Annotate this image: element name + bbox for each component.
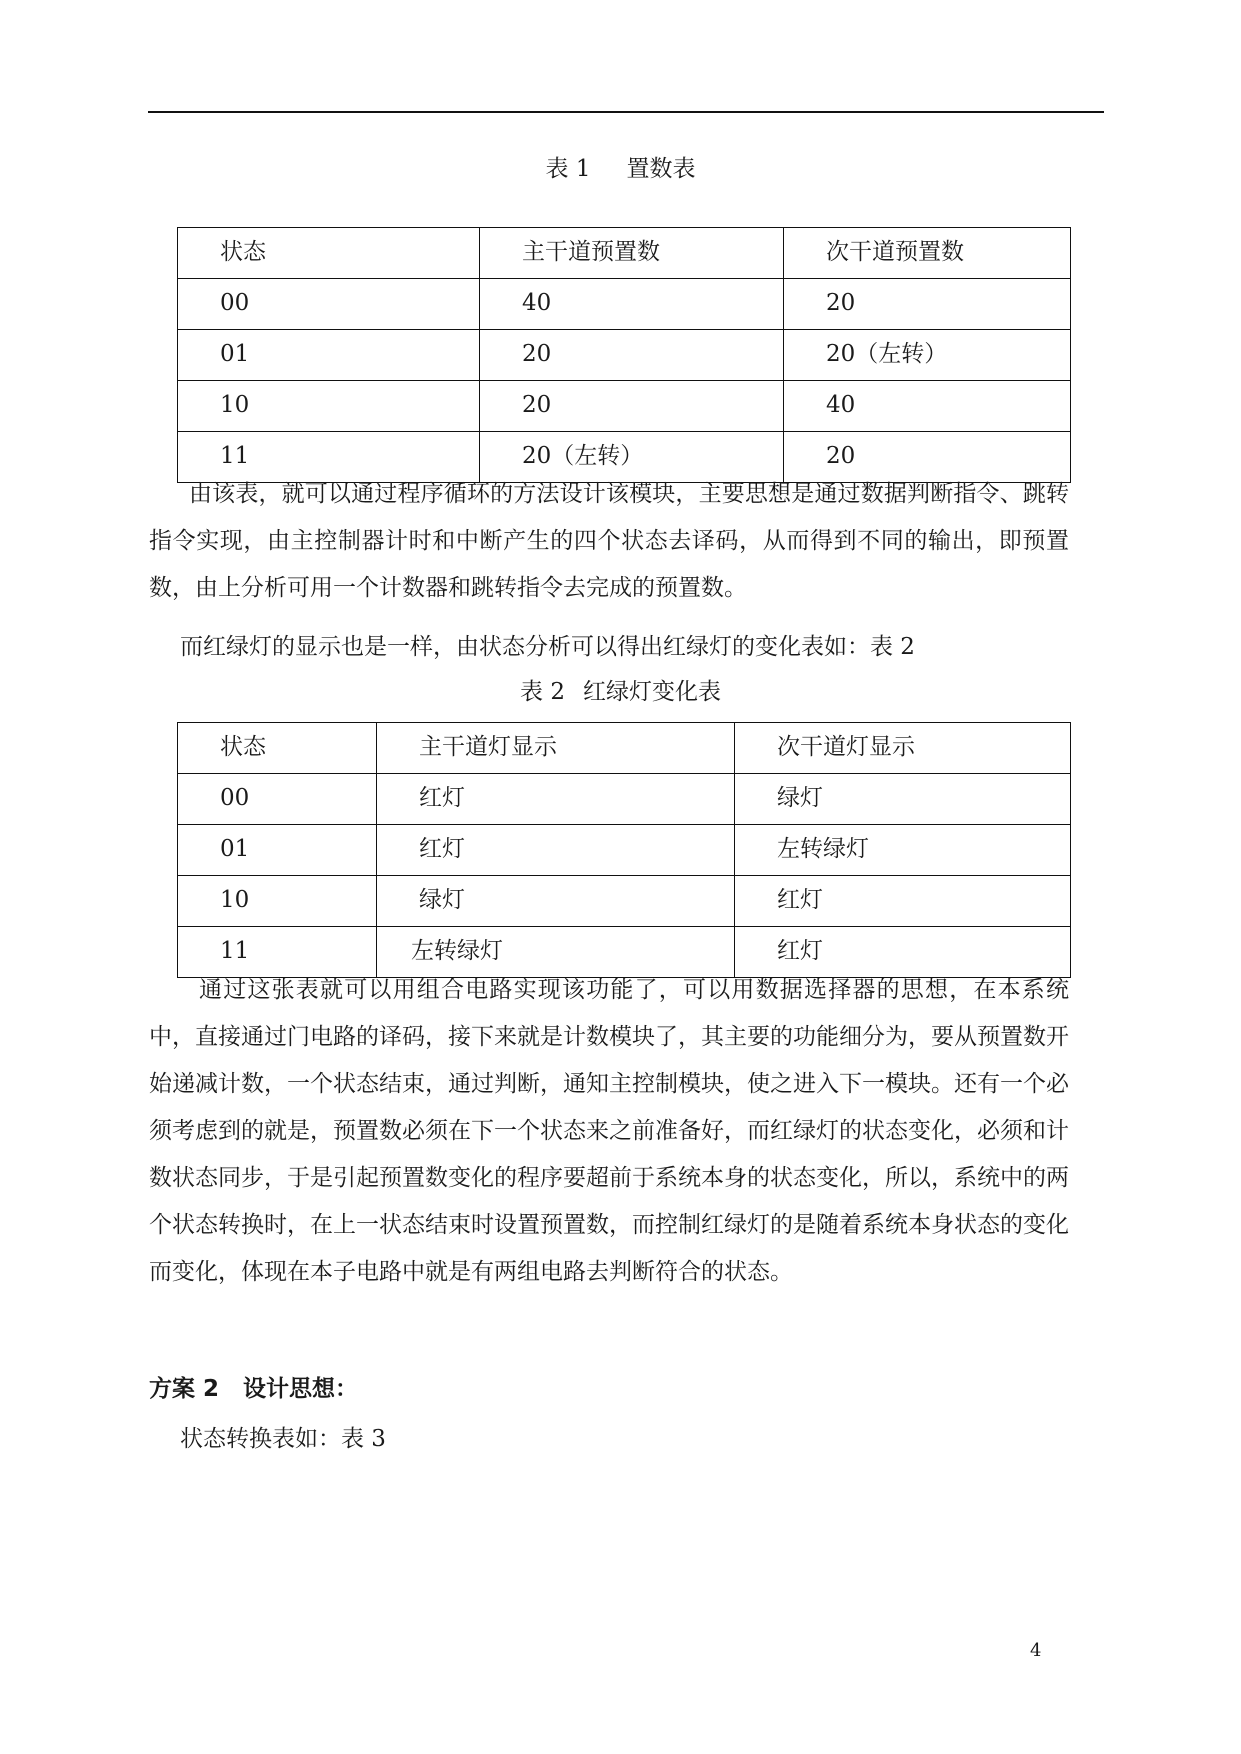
table-header-row (178, 228, 1071, 279)
table-header-cell: 次干道预置数 (784, 228, 1071, 279)
table-row (178, 330, 1071, 381)
table-header-row (178, 723, 1071, 774)
table-row (178, 825, 1071, 876)
table-cell: 左转绿灯 (735, 825, 1071, 876)
table2-caption (0, 673, 1241, 706)
table1-caption-title: 置数表 (626, 156, 696, 182)
table-cell: 00 (178, 774, 377, 825)
header-rule (148, 111, 1104, 113)
table-cell: 20 (480, 330, 784, 381)
body-paragraph-3: 通过这张表就可以用组合电路实现该功能了，可以用数据选择器的思想，在本系统中，直接通过门电路的译码，接下来就是计数模块了，其主要的功能细分为，要从预置数开始递减计数，一个状态结束，通过判断，通知主控制模块，使之进入下一模块。还有一个必须考虑到的就是，预置数必须在下一个状态来之前准备好，而红绿灯的状态变化，必须和计数状态同步，于是引起预置数变化的程序要超前于系统本身的状态变化，所以，系统中的两个状态转换时，在上一状态结束时设置预置数，而控制红绿灯的是随着系统本身状态的变化而变化，体现在本子电路中就是有两组电路去判断符合的状态。 (149, 977, 1069, 1285)
table1-caption (0, 150, 1241, 183)
traffic-light-table (177, 722, 1071, 978)
section-heading (149, 1370, 358, 1403)
table-cell: 绿灯 (377, 876, 735, 927)
table-cell: 20 (784, 279, 1071, 330)
table-cell: 10 (178, 876, 377, 927)
table-cell: 11 (178, 432, 480, 483)
table-row (178, 774, 1071, 825)
table-cell: 01 (178, 330, 480, 381)
table-cell: 绿灯 (735, 774, 1071, 825)
table-header-cell: 主干道灯显示 (377, 723, 735, 774)
table2-caption-title: 红绿灯变化表 (582, 679, 721, 705)
table-cell: 20（左转） (480, 432, 784, 483)
table-cell: 20 (480, 381, 784, 432)
table-header-cell: 次干道灯显示 (735, 723, 1071, 774)
table-cell: 40 (784, 381, 1071, 432)
section-heading-label: 方案 2 (149, 1376, 220, 1402)
table-cell: 20（左转） (784, 330, 1071, 381)
section-heading-title: 设计思想： (243, 1376, 359, 1402)
table-header-cell: 状态 (178, 723, 377, 774)
table-row (178, 381, 1071, 432)
table-row (178, 876, 1071, 927)
table-cell: 红灯 (735, 927, 1071, 978)
body-paragraph-2: 而红绿灯的显示也是一样，由状态分析可以得出红绿灯的变化表如：表 2 (180, 634, 915, 660)
table-cell: 20 (784, 432, 1071, 483)
page-number: 4 (1030, 1640, 1042, 1661)
table-row (178, 279, 1071, 330)
table-cell: 10 (178, 381, 480, 432)
body-paragraph-1: 由该表，就可以通过程序循环的方法设计该模块，主要思想是通过数据判断指令、跳转指令实现，由主控制器计时和中断产生的四个状态去译码，从而得到不同的输出，即预置数，由上分析可用一个计数器和跳转指令去完成的预置数。 (149, 481, 1069, 601)
preset-table (177, 227, 1071, 483)
table-header-cell: 状态 (178, 228, 480, 279)
table-cell: 01 (178, 825, 377, 876)
table-cell: 左转绿灯 (377, 927, 735, 978)
body-paragraph-4: 状态转换表如：表 3 (180, 1426, 386, 1452)
table-cell: 11 (178, 927, 377, 978)
table-cell: 00 (178, 279, 480, 330)
table-cell: 红灯 (377, 774, 735, 825)
table-cell: 红灯 (377, 825, 735, 876)
table1-caption-label: 表 1 (545, 156, 591, 182)
table-header-cell: 主干道预置数 (480, 228, 784, 279)
table-cell: 红灯 (735, 876, 1071, 927)
table-cell: 40 (480, 279, 784, 330)
table2-caption-label: 表 2 (520, 679, 565, 705)
